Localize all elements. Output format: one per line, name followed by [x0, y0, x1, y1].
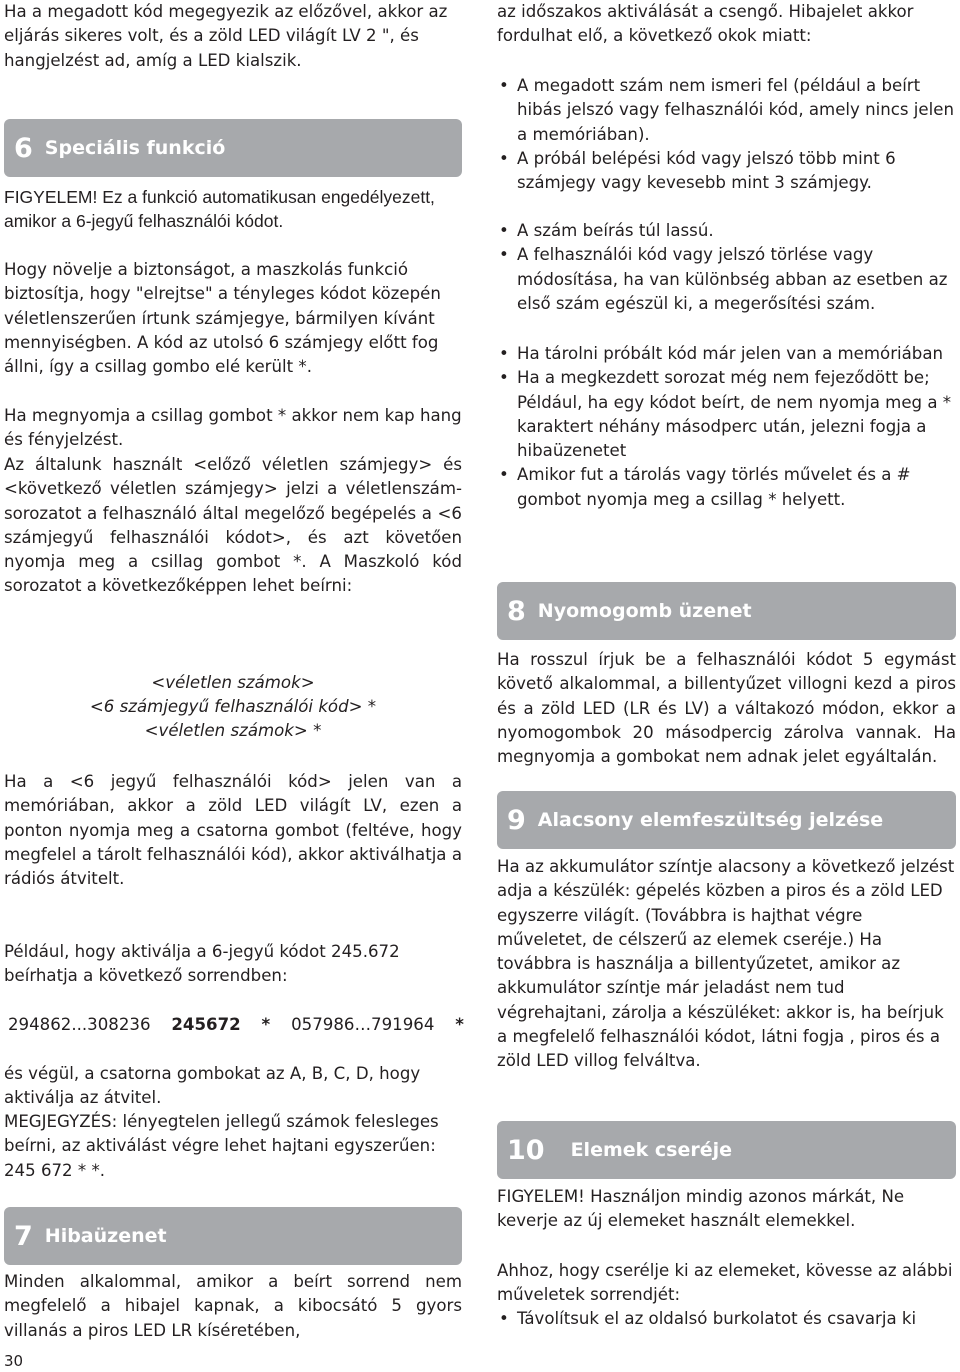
section-10-number: 10	[507, 1134, 545, 1166]
code-star-2: *	[455, 1015, 464, 1034]
section-8-number: 8	[507, 595, 526, 627]
list-item: • A szám beírás túl lassú.	[497, 219, 956, 243]
section-6-title: Speciális funkció	[44, 137, 226, 159]
section-6-warning: FIGYELEM! Ez a funkció automatikusan engedélyezett, amikor a 6-jegyű felhasználói kódot.	[4, 187, 435, 232]
section-8-paragraph-1: Ha rosszul írjuk be a felhasználói kódot 5 egymást követő alkalommal, a billentyűzet villogni kezd a piros és a zöld LED (LR és LV) a váltakozó módon, ekkor a nyomogombok 20 másodpercig zárolva vannak. Ha megnyomja a gombokat nem adnak jelet egyáltalán.	[497, 650, 956, 767]
section-6-paragraph-4: Ha a <6 jegyű felhasználói kód> jelen van a memóriában, akkor a zöld LED világít LV, ezen a ponton nyomja meg a csatorna gombot (feltéve, hogy megfelel a tárolt felhasználói kód), akkor aktiválhatja a rádiós átvitelt.	[4, 772, 462, 889]
intro-paragraph: Ha a megadott kód megegyezik az előzővel, akkor az eljárás sikeres volt, és a zöld LED világít LV 2 ", és hangjelzést ad, amíg a LED kialszik.	[4, 2, 448, 70]
list-item: • Amikor fut a tárolás vagy törlés művelet és a # gombot nyomja meg a csillag * helyett.	[497, 463, 956, 512]
code-star-1: *	[261, 1015, 271, 1034]
formula-line-3: <véletlen számok> *	[144, 721, 322, 740]
code-random-prefix: 294862...308236	[8, 1015, 151, 1034]
list-item: • Távolítsuk el az oldalsó burkolatot és csavarja ki	[497, 1307, 956, 1331]
section-9-header	[497, 791, 956, 849]
error-causes-list-b	[497, 219, 956, 316]
section-10-paragraph-2: Ahhoz, hogy cserélje ki az elemeket, kövesse az alábbi műveletek sorrendjét:	[497, 1261, 953, 1305]
section-7-continuation: az időszakos aktiválását a csengő. Hibajelet akkor fordulhat elő, a következő okok miatt:	[497, 2, 914, 46]
section-10-title: Elemek cseréje	[570, 1139, 733, 1161]
section-6-note: MEGJEGYZÉS: lényegtelen jellegű számok felesleges beírni, az aktiválást végre lehet hajtani egyszerűen: 245 672 * *.	[4, 1112, 439, 1180]
formula-line-1: <véletlen számok>	[151, 673, 315, 692]
list-item: • A próbál belépési kód vagy jelszó több mint 6 számjegy vagy kevesebb mint 3 számjegy.	[497, 147, 956, 196]
list-item: • Ha a megkezdett sorozat még nem fejeződött be; Például, ha egy kódot beírt, de nem nyomja meg a * karaktert néhány másodperc után, jelezni fogja a hibaüzenetet	[497, 366, 956, 463]
section-10-paragraph-1: FIGYELEM! Használjon mindig azonos márkát, Ne keverje az új elemeket használt elemekkel.	[497, 1187, 905, 1231]
section-10-header	[497, 1121, 956, 1179]
section-6-paragraph-5: Például, hogy aktiválja a 6-jegyű kódot 245.672 beírhatja a következő sorrendben:	[4, 942, 400, 986]
section-7-title: Hibaüzenet	[44, 1225, 167, 1247]
section-9-number: 9	[507, 804, 526, 836]
section-6-paragraph-3: Az általunk használt <előző véletlen számjegy> és <következő véletlen számjegy> jelzi a véletlenszámsorozatot a felhasználó által megelőző begépelés a <6 számjegyű felhasználói kódot>, és azt követően nyomja meg a csillag gombot *. A Maszkoló kód sorozatot a következőképpen lehet beírni:	[4, 455, 462, 596]
section-7-header	[4, 1207, 462, 1265]
section-8-header	[497, 582, 956, 640]
section-7-paragraph-1: Minden alkalommal, amikor a beírt sorrend nem megfelelő a hibajel kapnak, a kibocsátó 5 gyors villanás a piros LED LR kíséretében,	[4, 1272, 462, 1340]
section-6-number: 6	[14, 132, 33, 164]
error-causes-list-a	[497, 74, 956, 195]
section-6-header	[4, 119, 462, 177]
section-7-number: 7	[14, 1220, 33, 1252]
section-8-title: Nyomogomb üzenet	[537, 600, 752, 622]
section-9-title: Alacsony elemfeszültség jelzése	[537, 809, 884, 831]
code-random-suffix: 057986…791964	[291, 1015, 435, 1034]
page-number: 30	[4, 1352, 24, 1370]
section-6-paragraph-1: Hogy növelje a biztonságot, a maszkolás funkció biztosítja, hogy "elrejtse" a tényleges kódot közepén véletlenszerűen írtunk számjegye, bármilyen kívánt mennyiségben. A kód az utolsó 6 számjegy előtt fog állni, így a csillag gombo elé került *.	[4, 260, 441, 377]
error-causes-list-c	[497, 342, 956, 512]
formula-line-2: <6 számjegyű felhasználói kód> *	[89, 697, 377, 716]
code-user-code: 245672	[171, 1015, 241, 1034]
list-item: • A felhasználói kód vagy jelszó törlése vagy módosítása, ha van különbség abban az esetben az első szám egészül ki, a megerősítési szám.	[497, 243, 956, 316]
list-item: • Ha tárolni próbált kód már jelen van a memóriában	[497, 342, 956, 366]
battery-steps-list	[497, 1307, 956, 1331]
list-item: • A megadott szám nem ismeri fel (például a beírt hibás jelszó vagy felhasználói kód, amely nincs jelen a memóriában).	[497, 74, 956, 147]
section-9-paragraph-1: Ha az akkumulátor színtje alacsony a következő jelzést adja a készülék: gépelés közben a piros és a zöld LED egyszerre világít. (Továbbra is hajthat végre műveletet, de célszerű az elemek cseréje.) Ha továbbra is használja a billentyűzetet, amikor az akkumulátor színtje már jeladást nem tud végrehajtani, zárolja a készüléket: akkor is, ha beírjuk a megfelelő felhasználói kódot, látni fogja , piros és a zöld LED villog felváltva.	[497, 857, 955, 1071]
section-6-paragraph-6: és végül, a csatorna gombokat az A, B, C, D, hogy aktiválja az átvitel.	[4, 1064, 421, 1108]
code-sequence	[8, 1013, 464, 1037]
section-6-paragraph-2: Ha megnyomja a csillag gombot * akkor nem kap hang és fényjelzést.	[4, 406, 462, 450]
